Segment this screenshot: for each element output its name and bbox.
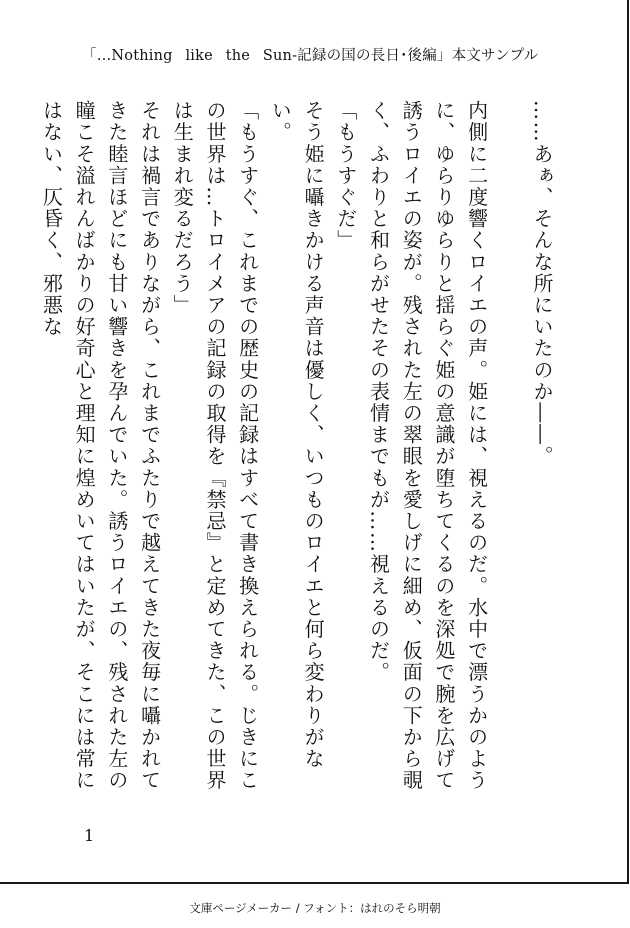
paragraph: そう姫に囁きかける声音は優しく、いつものロイエと何ら変わりがない。 <box>268 100 326 770</box>
footer-credit: 文庫ページメーカー / フォント：はれのそら明朝 <box>189 901 441 915</box>
running-header: 「…Nothing like the Sun-記録の国の長日･後編」本文サンプル <box>82 48 539 64</box>
paragraph: 内側に二度響くロイエの声。姫には、視えるのだ。水中で漂うかのように、ゆらりゆらりと揺らぐ姫の意識が堕ちてくるのを深処で腕を広げて誘うロイエの姿が。残された左の翠眼を愛しげに細め、仮面の下から覗く、ふわりと和らがせたその表情までもが……視えるのだ。 <box>366 100 489 792</box>
paragraph: 「もうすぐだ」 <box>333 100 358 252</box>
paragraph-blank <box>493 100 526 800</box>
paragraph: ……あぁ、そんな所にいたのか――。 <box>530 100 554 468</box>
page-number: 1 <box>84 826 95 845</box>
body-text <box>39 100 558 800</box>
paragraph: それは禍言でありながら、これまでふたりで越えてきた夜毎に囁かれてきた睦言ほどにも甘い響きを孕んでいた。誘うロイエの、残された左の瞳こそ溢れんばかりの好奇心と理知に煌めいてはいたが、そこには常にはない、仄昏く、邪悪な <box>39 100 162 792</box>
paragraph: 「もうすぐ、これまでの歴史の記録はすべて書き換えられる。じきにこの世界は…トロイメアの記録の取得を『禁忌』と定めてきた、この世界は生まれ変るだろう」 <box>170 100 260 792</box>
